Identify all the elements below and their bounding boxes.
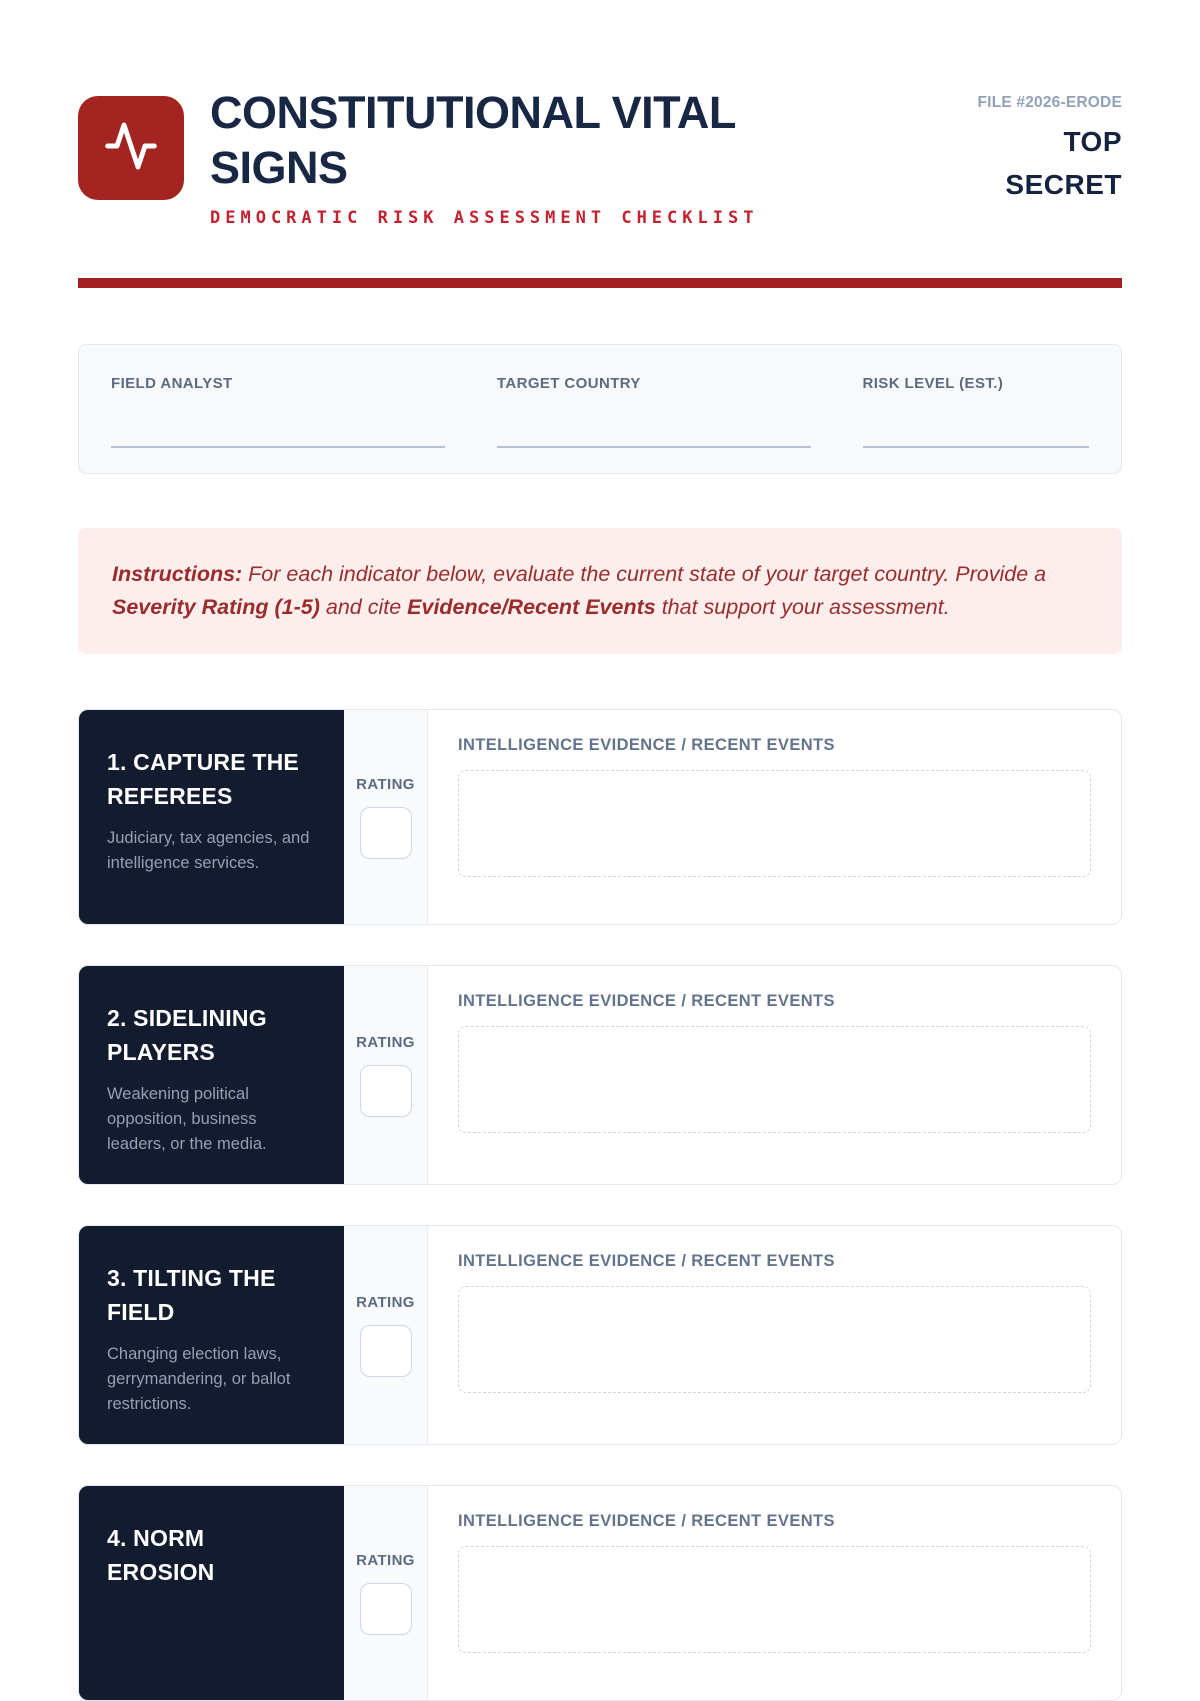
indicator-title: 4. NORM EROSION (107, 1525, 215, 1585)
meta-field-input[interactable] (863, 426, 1090, 448)
indicator-title: 3. TILTING THE FIELD (107, 1265, 276, 1325)
rating-input[interactable] (360, 1065, 412, 1117)
meta-field (111, 375, 445, 473)
app-logo (78, 96, 184, 200)
indicator-card (78, 965, 1122, 1185)
classification-block (962, 86, 1122, 207)
file-number: FILE #2026-ERODE (977, 94, 1122, 111)
indicator-panel (79, 710, 344, 924)
rating-column (344, 710, 428, 924)
activity-pulse-icon (103, 118, 159, 179)
indicator-panel (79, 1226, 344, 1444)
meta-field-label: TARGET COUNTRY (496, 374, 641, 392)
indicator-title: 1. CAPTURE THE REFEREES (107, 749, 299, 809)
indicator-description: Weakening political opposition, business leaders, or the media. (107, 1085, 267, 1153)
meta-field-input[interactable] (111, 426, 445, 448)
instructions-lead: Instructions: (112, 561, 243, 586)
instructions-text: that support your assessment. (655, 595, 950, 620)
rating-column (344, 1226, 428, 1444)
indicator-description: Judiciary, tax agencies, and intelligence services. (107, 829, 310, 872)
evidence-section (428, 710, 1121, 924)
analyst-info-panel (78, 344, 1122, 474)
meta-field-input[interactable] (497, 426, 811, 448)
indicator-card (78, 1485, 1122, 1701)
meta-field-label: FIELD ANALYST (111, 374, 233, 392)
instructions-bold-evidence: Evidence/Recent Events (407, 595, 656, 620)
evidence-label: INTELLIGENCE EVIDENCE / RECENT EVENTS (458, 1512, 835, 1531)
indicator-title: 2. SIDELINING PLAYERS (107, 1005, 267, 1065)
evidence-label: INTELLIGENCE EVIDENCE / RECENT EVENTS (458, 736, 835, 755)
page-subtitle: DEMOCRATIC RISK ASSESSMENT CHECKLIST (210, 207, 759, 228)
indicator-card (78, 1225, 1122, 1445)
indicator-card-list (78, 709, 1122, 1701)
indicator-description: Changing election laws, gerrymandering, or ballot restrictions. (107, 1345, 291, 1413)
instructions-bold-rating: Severity Rating (1-5) (112, 595, 320, 620)
instructions-panel (78, 528, 1122, 655)
meta-field-label: RISK LEVEL (EST.) (862, 374, 1004, 392)
rating-label: RATING (356, 1033, 415, 1051)
rating-input[interactable] (360, 1583, 412, 1635)
rating-label: RATING (356, 775, 415, 793)
evidence-input[interactable] (458, 1286, 1091, 1393)
meta-field (497, 375, 811, 473)
indicator-card (78, 709, 1122, 925)
header (78, 0, 1122, 228)
rating-input[interactable] (360, 1325, 412, 1377)
page-title: CONSTITUTIONAL VITAL SIGNS (210, 87, 735, 193)
rating-input[interactable] (360, 807, 412, 859)
evidence-label: INTELLIGENCE EVIDENCE / RECENT EVENTS (458, 1252, 835, 1271)
evidence-section (428, 966, 1121, 1184)
rating-column (344, 1486, 428, 1700)
instructions-text: For each indicator below, evaluate the current state of your target country. Provide a (242, 561, 1047, 586)
indicator-panel (79, 966, 344, 1184)
evidence-label: INTELLIGENCE EVIDENCE / RECENT EVENTS (458, 992, 835, 1011)
rating-column (344, 966, 428, 1184)
evidence-section (428, 1486, 1121, 1700)
evidence-input[interactable] (458, 770, 1091, 877)
rating-label: RATING (356, 1551, 415, 1569)
meta-field (863, 375, 1090, 473)
title-block (210, 86, 962, 228)
classification-stamp: TOP SECRET (1005, 126, 1122, 201)
evidence-section (428, 1226, 1121, 1444)
evidence-input[interactable] (458, 1026, 1091, 1133)
rating-label: RATING (356, 1293, 415, 1311)
indicator-panel (79, 1486, 344, 1700)
instructions-text: and cite (319, 595, 408, 620)
red-divider (78, 278, 1122, 288)
